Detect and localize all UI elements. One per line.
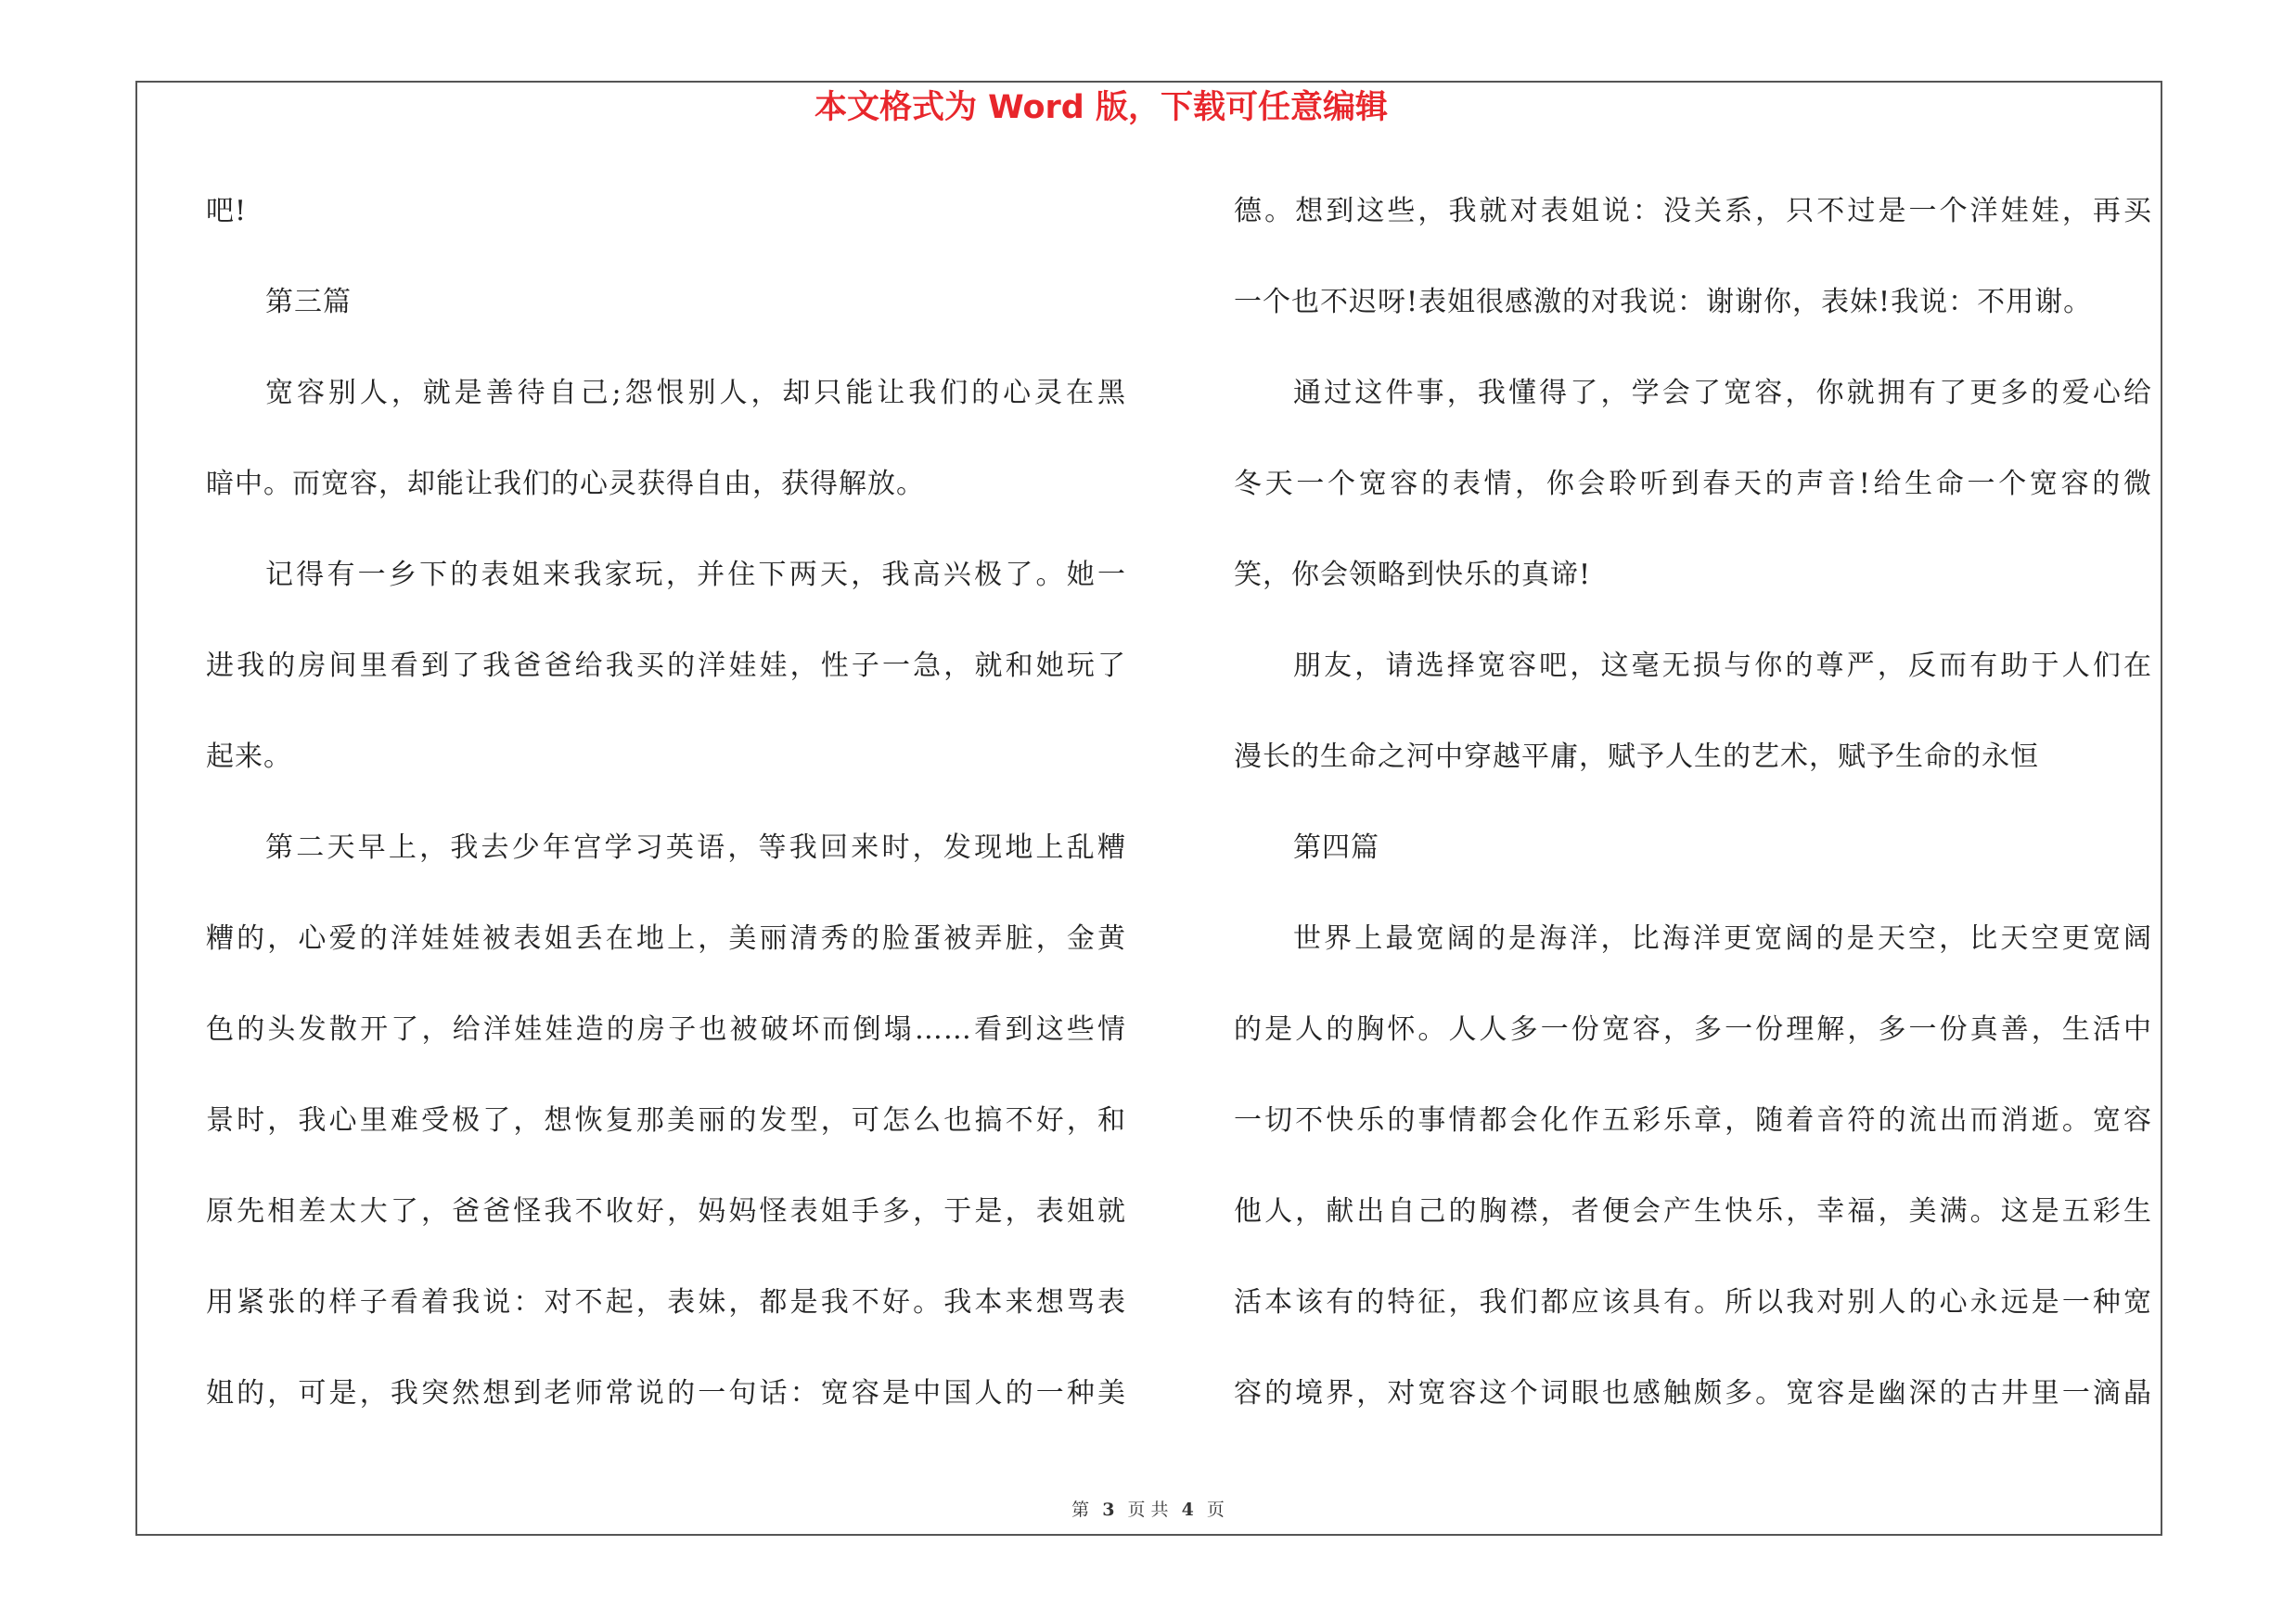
text-line: 进我的房间里看到了我爸爸给我买的洋娃娃，性子一急，就和她玩了 — [206, 650, 1126, 682]
text-line: 一个也不迟呀!表姐很感激的对我说：谢谢你，表妹!我说：不用谢。 — [1234, 286, 2093, 318]
text-line: 用紧张的样子看着我说：对不起，表妹，都是我不好。我本来想骂表 — [206, 1286, 1126, 1319]
text-line: 他人，献出自己的胸襟，者便会产生快乐，幸福，美满。这是五彩生 — [1234, 1195, 2152, 1228]
text-line: 漫长的生命之河中穿越平庸，赋予人生的艺术，赋予生命的永恒 — [1234, 741, 2039, 773]
footer-current-page: 3 — [1102, 1500, 1115, 1520]
text-line: 活本该有的特征，我们都应该具有。所以我对别人的心永远是一种宽 — [1234, 1286, 2152, 1319]
text-line: 起来。 — [206, 741, 292, 773]
text-line: 冬天一个宽容的表情，你会聆听到春天的声音!给生命一个宽容的微 — [1234, 468, 2152, 500]
section-heading: 第四篇 — [1293, 831, 1379, 864]
footer-total-pages: 4 — [1181, 1500, 1194, 1520]
text-line: 糟的，心爱的洋娃娃被表姐丢在地上，美丽清秀的脸蛋被弄脏，金黄 — [206, 922, 1126, 955]
text-line: 景时，我心里难受极了，想恢复那美丽的发型，可怎么也搞不好，和 — [206, 1104, 1126, 1137]
section-heading: 第三篇 — [265, 286, 352, 318]
text-line: 第二天早上，我去少年宫学习英语，等我回来时，发现地上乱糟 — [265, 831, 1126, 864]
text-column-right — [1234, 166, 2152, 1439]
text-line: 朋友，请选择宽容吧，这毫无损与你的尊严，反而有助于人们在 — [1293, 650, 2152, 682]
page-footer — [0, 1498, 2296, 1522]
text-line: 通过这件事，我懂得了，学会了宽容，你就拥有了更多的爱心给 — [1293, 377, 2152, 409]
text-line: 吧! — [206, 195, 248, 227]
footer-page-prefix: 第 — [1071, 1500, 1090, 1520]
text-line: 色的头发散开了，给洋娃娃造的房子也被破坏而倒塌……看到这些情 — [206, 1013, 1126, 1046]
text-line: 暗中。而宽容，却能让我们的心灵获得自由，获得解放。 — [206, 468, 925, 500]
text-line: 世界上最宽阔的是海洋，比海洋更宽阔的是天空，比天空更宽阔 — [1293, 922, 2152, 955]
text-line: 一切不快乐的事情都会化作五彩乐章，随着音符的流出而消逝。宽容 — [1234, 1104, 2152, 1137]
text-line: 笑，你会领略到快乐的真谛! — [1234, 559, 1592, 591]
text-line: 姐的，可是，我突然想到老师常说的一句话：宽容是中国人的一种美 — [206, 1377, 1126, 1410]
text-line: 记得有一乡下的表姐来我家玩，并住下两天，我高兴极了。她一 — [265, 559, 1126, 591]
footer-page-suffix: 页 — [1206, 1500, 1225, 1520]
text-line: 原先相差太大了，爸爸怪我不收好，妈妈怪表姐手多，于是，表姐就 — [206, 1195, 1126, 1228]
text-line: 宽容别人，就是善待自己;怨恨别人，却只能让我们的心灵在黑 — [265, 377, 1126, 409]
footer-page-middle: 页 共 — [1127, 1500, 1169, 1520]
text-line: 容的境界，对宽容这个词眼也感触颇多。宽容是幽深的古井里一滴晶 — [1234, 1377, 2152, 1410]
text-line: 德。想到这些，我就对表姐说：没关系，只不过是一个洋娃娃，再买 — [1234, 195, 2152, 227]
format-notice: 本文格式为 Word 版，下载可任意编辑 — [814, 89, 1389, 126]
text-line: 的是人的胸怀。人人多一份宽容，多一份理解，多一份真善，生活中 — [1234, 1013, 2152, 1046]
text-column-left — [206, 166, 1126, 1439]
